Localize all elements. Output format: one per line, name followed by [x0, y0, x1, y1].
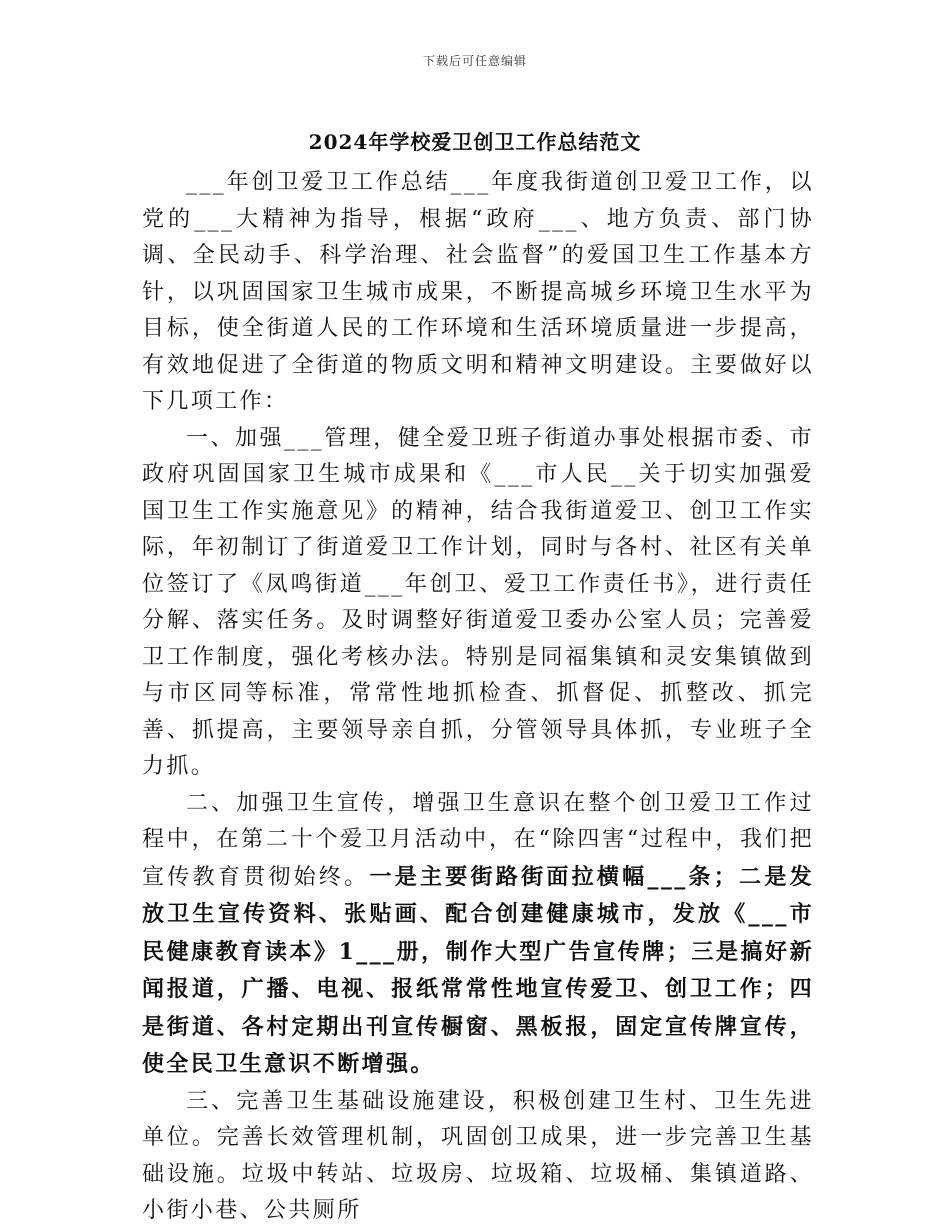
paragraph-section-3: 三、完善卫生基础设施建设，积极创建卫生村、卫生先进单位。完善长效管理机制，巩固创卫成果，进一步完善卫生基础设施。垃圾中转站、垃圾房、垃圾箱、垃圾桶、集镇道路、小街小巷、公共厕所	[142, 1088, 814, 1223]
document-body	[142, 165, 814, 1230]
paragraph-intro: ___年创卫爱卫工作总结___年度我街道创卫爱卫工作，以党的___大精神为指导，根据“政府___、地方负责、部门协调、全民动手、科学治理、社会监督”的爱国卫生工作基本方针，以巩固国家卫生城市成果，不断提高城乡环境卫生水平为目标，使全街道人民的工作环境和生活环境质量进一步提高，有效地促进了全街道的物质文明和精神文明建设。主要做好以下几项工作：	[142, 170, 814, 414]
page-header-note: 下载后可任意编辑	[422, 54, 527, 68]
paragraph-section-2-bold-text: 一是主要街路街面拉横幅___条；二是发放卫生宣传资料、张贴画、配合创建健康城市，发放《___市民健康教育读本》1___册，制作大型广告宣传牌；三是搞好新闻报道，广播、电视、报纸常常性地宣传爱卫、创卫工作；四是街道、各村定期出刊宣传橱窗、黑板报，固定宣传牌宣传，使全民卫生意识不断增强。	[142, 863, 814, 1077]
paragraph-section-2	[142, 786, 814, 1084]
paragraph-section-2-text: 二、加强卫生宣传，增强卫生意识在整个创卫爱卫工作过程中，在第二十个爱卫月活动中，在“除四害“过程中，我们把宣传教育贯彻始终。	[142, 790, 814, 890]
paragraph-section-1: 一、加强___管理，健全爱卫班子街道办事处根据市委、市政府巩固国家卫生城市成果和《___市人民__关于切实加强爱国卫生工作实施意见》的精神，结合我街道爱卫、创卫工作实际，年初制订了街道爱卫工作计划，同时与各村、社区有关单位签订了《凤鸣街道___年创卫、爱卫工作责任书》，进行责任分解、落实任务。及时调整好街道爱卫委办公室人员；完善爱卫工作制度，强化考核办法。特别是同福集镇和灵安集镇做到与市区同等标准，常常性地抓检查、抓督促、抓整改、抓完善、抓提高，主要领导亲自抓，分管领导具体抓，专业班子全力抓。	[142, 425, 814, 779]
document-title: 2024年学校爱卫创卫工作总结范文	[308, 130, 642, 154]
